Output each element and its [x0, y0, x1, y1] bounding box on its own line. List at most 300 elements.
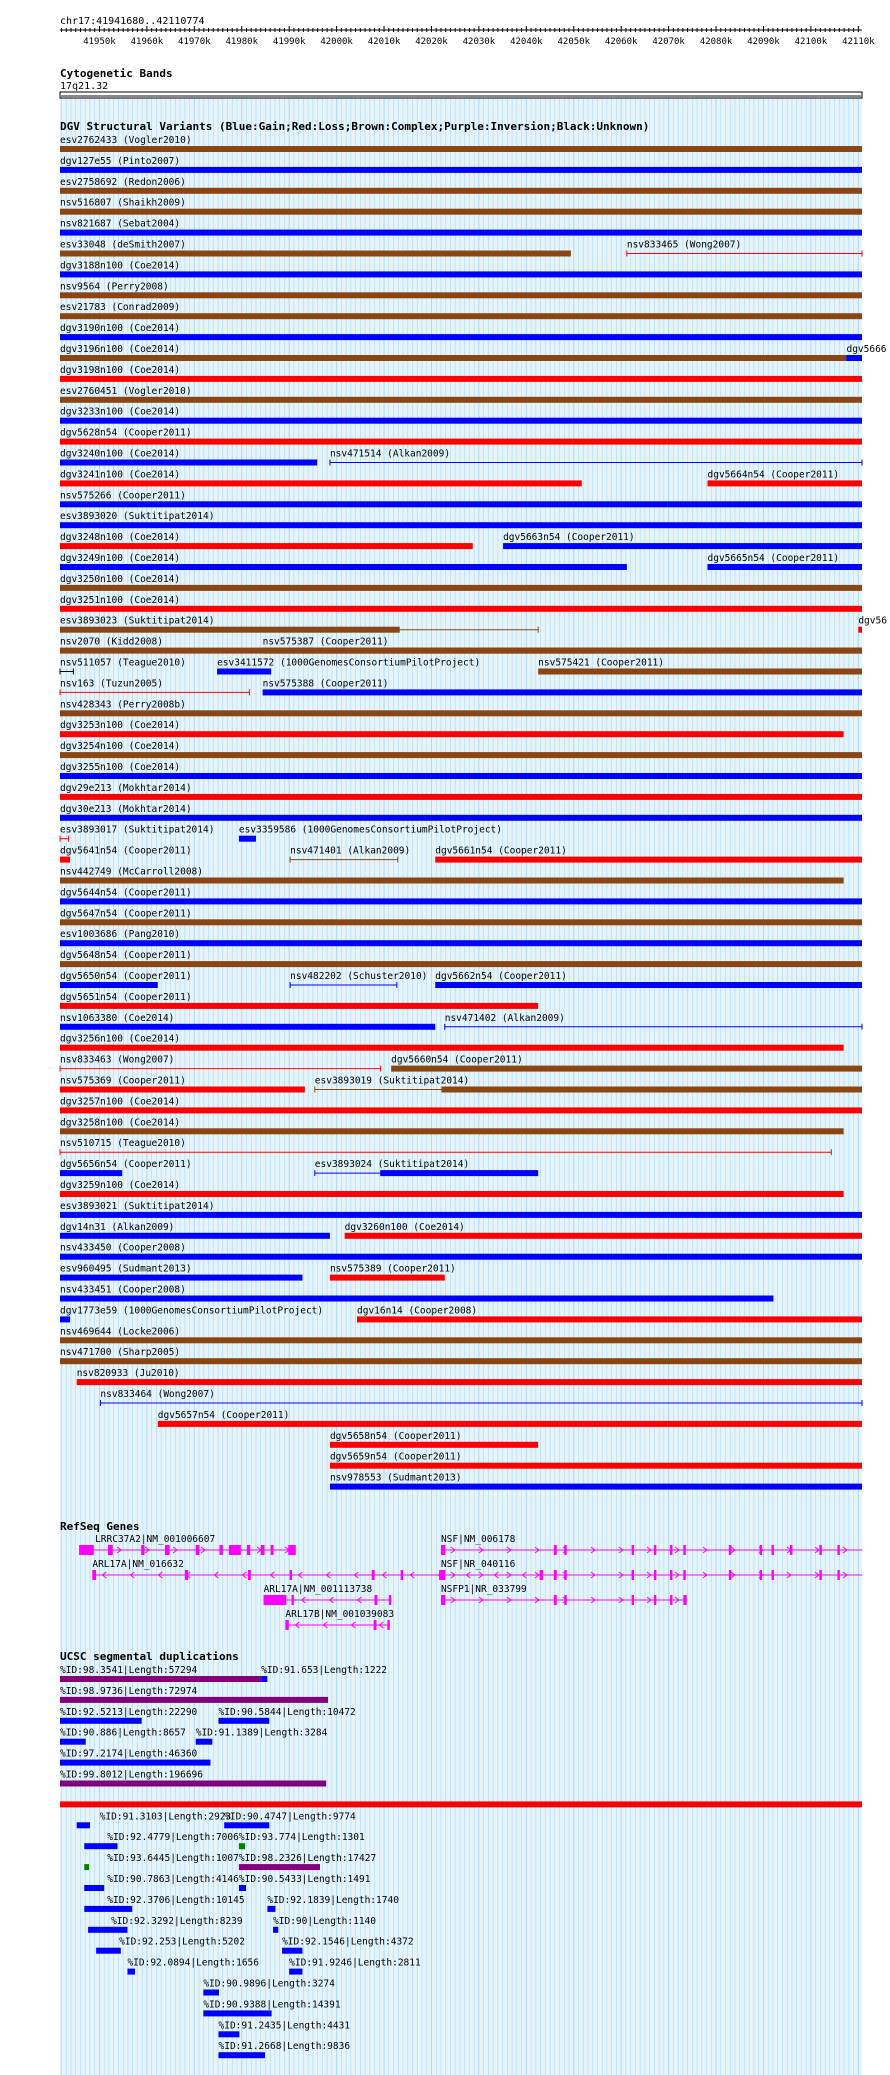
- refseq-exon: [79, 1545, 94, 1555]
- segdup-bar[interactable]: [203, 1990, 219, 1996]
- dgv-variant-bar[interactable]: [60, 460, 317, 466]
- dgv-variant[interactable]: [708, 553, 862, 570]
- dgv-variant-label: nsv575421 (Cooper2011): [538, 657, 665, 669]
- ruler-tick-label: 42050k: [557, 37, 591, 47]
- dgv-variant-bar[interactable]: [60, 940, 862, 946]
- segdup-label: %ID:92.4779|Length:7006: [107, 1832, 239, 1844]
- segdup-track-title: UCSC segmental duplications: [60, 1650, 239, 1663]
- refseq-exon: [683, 1595, 686, 1605]
- dgv-variant-bar[interactable]: [60, 1003, 538, 1009]
- refseq-exon: [632, 1570, 634, 1580]
- dgv-variant-label: nsv482202 (Schuster2010): [290, 971, 428, 982]
- dgv-variant-bar[interactable]: [330, 1484, 862, 1490]
- segdup-label: %ID:91.653|Length:1222: [261, 1665, 388, 1676]
- segdup-label: %ID:90.5844|Length:10472: [218, 1706, 356, 1718]
- dgv-variant-bar[interactable]: [60, 919, 862, 925]
- dgv-variant-bar[interactable]: [60, 585, 862, 591]
- segdup-label: %ID:90.886|Length:8657: [60, 1727, 186, 1739]
- refseq-exon: [564, 1595, 566, 1605]
- refseq-exon: [196, 1545, 200, 1555]
- refseq-exon: [837, 1570, 839, 1580]
- dgv-variant-label: dgv1773e59 (1000GenomesConsortiumPilotProject): [60, 1305, 324, 1317]
- segdup-bar[interactable]: [203, 2010, 271, 2016]
- dgv-variant-bar[interactable]: [60, 1212, 862, 1218]
- dgv-variant-label: nsv428343 (Perry2008b): [60, 699, 186, 711]
- refseq-exon: [261, 1545, 265, 1555]
- segdup-label: %ID:98.2326|Length:17427: [238, 1853, 377, 1865]
- dgv-variant-bar[interactable]: [60, 1107, 862, 1113]
- refseq-gene-label: NSF|NM_006178: [440, 1534, 516, 1545]
- segdup-bar[interactable]: [239, 1885, 246, 1891]
- dgv-variant-label: nsv511057 (Teague2010): [60, 657, 186, 669]
- dgv-variant-label: nsv433450 (Cooper2008): [60, 1242, 186, 1254]
- dgv-variant-bar[interactable]: [60, 209, 862, 215]
- dgv-variant-bar[interactable]: [60, 439, 862, 445]
- dgv-variant[interactable]: [330, 1264, 456, 1281]
- dgv-variant-bar[interactable]: [708, 564, 862, 570]
- dgv-variant-bar[interactable]: [60, 857, 70, 863]
- dgv-variant-label: dgv3241n100 (Coe2014): [60, 469, 181, 481]
- ruler-tick-label: 42060k: [604, 37, 638, 47]
- ruler-tick-label: 41970k: [178, 37, 211, 47]
- segdup-label: %ID:90.5433|Length:1491: [238, 1874, 371, 1885]
- dgv-variant-bar[interactable]: [60, 606, 862, 612]
- refseq-exon: [389, 1595, 391, 1605]
- segdup-bar[interactable]: [60, 1801, 862, 1807]
- segdup-label: %ID:91.9246|Length:2811: [289, 1957, 421, 1969]
- dgv-variant-bar[interactable]: [60, 397, 862, 403]
- dgv-variant-bar[interactable]: [345, 1233, 862, 1239]
- segdup-bar[interactable]: [282, 1948, 302, 1954]
- dgv-variant-label: dgv29e213 (Mokhtar2014): [60, 782, 192, 794]
- dgv-variant-label: dgv3259n100 (Coe2014): [60, 1180, 181, 1191]
- dgv-variant-label: nsv1063380 (Coe2014): [60, 1012, 175, 1024]
- dgv-variant-label: dgv3256n100 (Coe2014): [60, 1033, 181, 1045]
- dgv-variant-bar[interactable]: [503, 543, 862, 549]
- segdup-label: %ID:98.3541|Length:57294: [60, 1665, 198, 1676]
- dgv-variant-bar[interactable]: [442, 1087, 862, 1093]
- ruler-tick-label: 41950k: [83, 37, 116, 47]
- ruler-tick-label: 42030k: [462, 37, 496, 47]
- dgv-variant-bar[interactable]: [60, 1275, 302, 1281]
- dgv-variant-bar[interactable]: [60, 773, 862, 779]
- dgv-variant-label: nsv833464 (Wong2007): [100, 1389, 215, 1400]
- dgv-variant-label: esv3359586 (1000GenomesConsortiumPilotProject): [238, 824, 503, 836]
- dgv-variant-bar[interactable]: [60, 1128, 844, 1134]
- dgv-variant-bar[interactable]: [60, 815, 862, 821]
- dgv-variant-bar[interactable]: [708, 480, 862, 486]
- dgv-variant-bar[interactable]: [60, 355, 846, 361]
- dgv-variant-bar[interactable]: [60, 1045, 844, 1051]
- refseq-gene-label: ARL17A|NM_001113738: [263, 1584, 373, 1595]
- dgv-variant-bar[interactable]: [60, 1337, 862, 1343]
- segdup-bar[interactable]: [77, 1822, 90, 1828]
- dgv-variant-label: dgv5656n54 (Cooper2011): [60, 1159, 192, 1171]
- segdup-feature[interactable]: [60, 1749, 210, 1766]
- dgv-variant-bar[interactable]: [60, 480, 582, 486]
- dgv-variant-bar[interactable]: [158, 1421, 862, 1427]
- refseq-exon: [441, 1595, 445, 1605]
- dgv-variant-bar[interactable]: [60, 522, 862, 528]
- refseq-exon: [729, 1570, 731, 1580]
- segdup-label: %ID:99.8012|Length:196696: [60, 1769, 203, 1781]
- segdup-label: %ID:92.0894|Length:1656: [127, 1957, 260, 1969]
- dgv-variant-label: dgv5666: [846, 344, 887, 355]
- segdup-bar[interactable]: [261, 1676, 267, 1682]
- dgv-variant-label: dgv56: [858, 615, 887, 627]
- dgv-variant[interactable]: [708, 469, 862, 486]
- dgv-variant-bar[interactable]: [330, 1463, 862, 1469]
- segdup-label: %ID:92.5213|Length:22290: [60, 1706, 198, 1718]
- segdup-bar[interactable]: [84, 1906, 132, 1912]
- refseq-exon: [108, 1545, 113, 1555]
- segdup-label: %ID:92.3706|Length:10145: [107, 1894, 245, 1906]
- segdup-label: %ID:98.9736|Length:72974: [60, 1685, 198, 1697]
- dgv-variant-label: esv1003686 (Pang2010): [60, 929, 181, 941]
- dgv-variant-label: esv2762433 (Vogler2010): [60, 135, 192, 146]
- dgv-variant-label: nsv821687 (Sebat2004): [60, 218, 181, 230]
- dgv-variant-label: dgv5661n54 (Cooper2011): [435, 845, 567, 857]
- dgv-variant-label: esv3893023 (Suktitipat2014): [60, 615, 215, 627]
- dgv-variant-label: esv3893020 (Suktitipat2014): [60, 511, 215, 523]
- dgv-variant-label: dgv3250n100 (Coe2014): [60, 573, 181, 585]
- refseq-exon: [760, 1545, 762, 1555]
- segdup-bar[interactable]: [219, 2031, 240, 2037]
- segdup-bar[interactable]: [224, 1822, 269, 1828]
- refseq-exon: [790, 1545, 792, 1555]
- segdup-bar[interactable]: [84, 1864, 89, 1870]
- dgv-variant-label: dgv16n14 (Cooper2008): [357, 1305, 478, 1317]
- dgv-variant-bar[interactable]: [60, 794, 862, 800]
- dgv-variant-label: dgv5644n54 (Cooper2011): [60, 887, 192, 899]
- dgv-variant-label: nsv833465 (Wong2007): [626, 239, 742, 251]
- refseq-exon: [654, 1545, 656, 1555]
- refseq-exon: [141, 1545, 144, 1555]
- refseq-gene-label: LRRC37A2|NM_001006607: [95, 1534, 216, 1545]
- dgv-variant-bar[interactable]: [435, 857, 862, 863]
- dgv-variant-bar[interactable]: [60, 1358, 862, 1364]
- dgv-variant-bar[interactable]: [60, 1233, 330, 1239]
- dgv-variant-label: nsv163 (Tuzun2005): [60, 678, 163, 690]
- dgv-variant[interactable]: [290, 846, 410, 863]
- segdup-bar[interactable]: [289, 1969, 302, 1975]
- refseq-track-title: RefSeq Genes: [60, 1520, 140, 1533]
- segdup-bar[interactable]: [84, 1843, 117, 1849]
- dgv-variant-bar[interactable]: [60, 1170, 122, 1176]
- dgv-variant-label: dgv5657n54 (Cooper2011): [157, 1409, 290, 1421]
- refseq-exon: [670, 1595, 672, 1605]
- dgv-variant-label: dgv3233n100 (Coe2014): [60, 406, 181, 418]
- dgv-variant-label: dgv30e213 (Mokhtar2014): [60, 803, 192, 815]
- ruler-tick-label: 41960k: [130, 37, 164, 47]
- dgv-variant-label: dgv5650n54 (Cooper2011): [60, 971, 192, 982]
- dgv-variant-label: dgv5665n54 (Cooper2011): [707, 553, 840, 564]
- segdup-bar[interactable]: [60, 1697, 328, 1703]
- segdup-bar[interactable]: [88, 1927, 127, 1933]
- dgv-variant-label: nsv471514 (Alkan2009): [329, 448, 451, 460]
- dgv-variant-label: esv3893019 (Suktitipat2014): [314, 1075, 470, 1087]
- dgv-variant-bar[interactable]: [60, 313, 862, 319]
- dgv-variant-label: nsv575387 (Cooper2011): [262, 636, 389, 648]
- segdup-bar[interactable]: [96, 1948, 121, 1954]
- dgv-variant-bar[interactable]: [60, 543, 473, 549]
- dgv-variant-label: dgv5660n54 (Cooper2011): [391, 1054, 523, 1066]
- refseq-exon: [247, 1545, 250, 1555]
- refseq-gene-label: ARL17A|NM_016632: [92, 1559, 184, 1570]
- dgv-variant-bar[interactable]: [60, 1254, 862, 1260]
- refseq-exon: [290, 1570, 292, 1580]
- refseq-exon: [554, 1570, 557, 1580]
- dgv-variant-label: dgv3254n100 (Coe2014): [60, 741, 181, 753]
- dgv-variant-bar[interactable]: [391, 1066, 862, 1072]
- refseq-exon: [683, 1570, 685, 1580]
- dgv-variant-bar[interactable]: [60, 1296, 773, 1302]
- ruler-tick-label: 42110k: [842, 37, 875, 47]
- segdup-bar[interactable]: [60, 1718, 142, 1724]
- dgv-variant-label: nsv978553 (Sudmant2013): [329, 1472, 462, 1484]
- dgv-variant-label: dgv5663n54 (Cooper2011): [503, 532, 635, 544]
- dgv-variant-bar[interactable]: [239, 836, 256, 842]
- segdup-label: %ID:90.9896|Length:3274: [203, 1978, 335, 1990]
- segdup-bar[interactable]: [239, 1864, 320, 1870]
- refseq-exon: [632, 1595, 634, 1605]
- segdup-bar[interactable]: [219, 1718, 270, 1724]
- dgv-variant-label: dgv3257n100 (Coe2014): [60, 1096, 181, 1108]
- dgv-variant-bar[interactable]: [60, 167, 862, 173]
- dgv-variant-bar[interactable]: [60, 1191, 844, 1197]
- dgv-variant-bar[interactable]: [60, 1316, 70, 1322]
- dgv-variant-label: nsv471700 (Sharp2005): [60, 1347, 181, 1359]
- refseq-exon: [441, 1570, 445, 1580]
- dgv-variant-label: dgv3196n100 (Coe2014): [60, 344, 181, 355]
- refseq-exon: [285, 1620, 288, 1630]
- refseq-exon: [564, 1570, 566, 1580]
- dgv-variant-label: nsv2070 (Kidd2008): [60, 636, 163, 648]
- dgv-variant-label: dgv5659n54 (Cooper2011): [329, 1451, 462, 1463]
- dgv-variant-bar[interactable]: [60, 1024, 435, 1030]
- cytoband-label: 17q21.32: [60, 81, 109, 92]
- refseq-exon: [185, 1570, 188, 1580]
- segdup-bar[interactable]: [239, 1843, 245, 1849]
- dgv-variant-bar[interactable]: [538, 669, 862, 675]
- dgv-variant-bar[interactable]: [60, 1087, 305, 1093]
- refseq-exon: [819, 1545, 821, 1555]
- segdup-label: %ID:90.7863|Length:4146: [107, 1874, 239, 1885]
- refseq-exon: [375, 1595, 378, 1605]
- segdup-bar[interactable]: [84, 1885, 104, 1891]
- segdup-bar[interactable]: [219, 2052, 265, 2058]
- dgv-variant-bar[interactable]: [60, 878, 844, 884]
- dgv-variant-bar[interactable]: [846, 355, 862, 361]
- ruler-tick-label: 42000k: [320, 37, 353, 47]
- dgv-variant-label: esv33048 (deSmith2007): [60, 239, 186, 251]
- dgv-variant-label: nsv471401 (Alkan2009): [290, 845, 411, 857]
- dgv-variant-label: nsv469644 (Locke2006): [60, 1326, 181, 1338]
- dgv-variant-bar[interactable]: [60, 627, 399, 633]
- dgv-variant-label: nsv9564 (Perry2008): [60, 281, 169, 293]
- dgv-variant-label: dgv5647n54 (Cooper2011): [60, 908, 192, 920]
- segdup-bar[interactable]: [60, 1760, 210, 1766]
- dgv-variant-bar[interactable]: [77, 1379, 862, 1385]
- segdup-label: %ID:91.3103|Length:2923: [99, 1811, 232, 1823]
- segdup-bar[interactable]: [60, 1739, 86, 1745]
- segdup-label: %ID:91.2668|Length:9836: [218, 2041, 351, 2053]
- dgv-variant-bar[interactable]: [60, 710, 862, 716]
- refseq-exon: [760, 1570, 762, 1580]
- segdup-label: %ID:90.9388|Length:14391: [203, 1999, 341, 2011]
- refseq-exon: [441, 1545, 445, 1555]
- refseq-exon: [401, 1570, 403, 1580]
- dgv-variant-bar[interactable]: [357, 1316, 862, 1322]
- dgv-variant-label: nsv575369 (Cooper2011): [60, 1075, 186, 1087]
- dgv-variant-label: nsv442749 (McCarroll2008): [60, 866, 203, 878]
- dgv-variant-label: esv3893017 (Suktitipat2014): [60, 824, 215, 836]
- segdup-label: %ID:92.253|Length:5202: [119, 1936, 245, 1948]
- coordinate-ruler: [60, 16, 875, 47]
- dgv-variant-label: dgv5641n54 (Cooper2011): [60, 845, 192, 857]
- refseq-gene-label: NSFP1|NR_033799: [440, 1584, 527, 1595]
- dgv-variant-label: nsv516807 (Shaikh2009): [60, 197, 186, 209]
- refseq-exon: [219, 1545, 222, 1555]
- dgv-variant-label: dgv5648n54 (Cooper2011): [60, 950, 192, 962]
- segdup-label: %ID:92.1546|Length:4372: [282, 1936, 414, 1948]
- dgv-variant-label: nsv471402 (Alkan2009): [444, 1012, 565, 1024]
- refseq-exon: [288, 1545, 296, 1555]
- ruler-tick-label: 42080k: [699, 37, 733, 47]
- segdup-bar[interactable]: [127, 1969, 135, 1975]
- dgv-variant[interactable]: [442, 1087, 862, 1093]
- cytoband-track[interactable]: [60, 67, 862, 98]
- refseq-exon: [554, 1545, 557, 1555]
- dgv-variant-bar[interactable]: [60, 334, 862, 340]
- dgv-variant-label: dgv14n31 (Alkan2009): [60, 1221, 175, 1233]
- dgv-variant-label: nsv820933 (Ju2010): [76, 1368, 180, 1380]
- dgv-variant-label: nsv510715 (Teague2010): [60, 1138, 186, 1150]
- dgv-variant[interactable]: [858, 616, 887, 633]
- segdup-label: %ID:93.6445|Length:1007: [107, 1853, 239, 1865]
- refseq-exon: [165, 1545, 170, 1555]
- segdup-bar[interactable]: [60, 1676, 261, 1682]
- dgv-variant[interactable]: [846, 344, 886, 361]
- dgv-variant[interactable]: [381, 1170, 538, 1176]
- dgv-variant-bar[interactable]: [60, 982, 158, 988]
- ruler-tick-label: 41990k: [272, 37, 306, 47]
- segdup-bar[interactable]: [267, 1906, 275, 1912]
- refseq-exon: [372, 1570, 375, 1580]
- dgv-variant-bar[interactable]: [60, 501, 862, 507]
- refseq-exon: [819, 1570, 821, 1580]
- refseq-exon: [564, 1545, 566, 1555]
- dgv-variant-bar[interactable]: [60, 564, 627, 570]
- refseq-exon: [264, 1595, 287, 1605]
- dgv-variant-label: dgv3249n100 (Coe2014): [60, 553, 181, 564]
- dgv-variant-label: nsv833463 (Wong2007): [60, 1054, 175, 1066]
- dgv-variant-label: dgv5662n54 (Cooper2011): [435, 971, 567, 982]
- dgv-variant-bar[interactable]: [60, 376, 862, 382]
- dgv-variant-label: esv3411572 (1000GenomesConsortiumPilotProject): [217, 657, 481, 669]
- dgv-variant-bar[interactable]: [60, 961, 862, 967]
- dgv-variant-label: dgv3240n100 (Coe2014): [60, 448, 181, 460]
- locus-label: chr17:41941680..42110774: [60, 16, 205, 27]
- dgv-variant-bar[interactable]: [263, 689, 862, 695]
- dgv-variant-bar[interactable]: [60, 752, 862, 758]
- dgv-variant-bar[interactable]: [330, 1442, 538, 1448]
- dgv-variant-bar[interactable]: [60, 230, 862, 236]
- dgv-variant-bar[interactable]: [263, 648, 862, 654]
- dgv-variant-label: dgv3255n100 (Coe2014): [60, 762, 181, 773]
- dgv-variant-bar[interactable]: [60, 292, 862, 298]
- segdup-label: %ID:92.3292|Length:8239: [111, 1915, 243, 1927]
- dgv-variant-label: dgv3188n100 (Coe2014): [60, 260, 181, 272]
- dgv-variant-bar[interactable]: [435, 982, 862, 988]
- dgv-variant-bar[interactable]: [217, 669, 271, 675]
- dgv-variant-label: dgv127e55 (Pinto2007): [60, 155, 181, 167]
- dgv-variant-label: nsv433451 (Cooper2008): [60, 1284, 186, 1296]
- refseq-exon: [772, 1545, 774, 1555]
- dgv-variant-label: dgv5628n54 (Cooper2011): [60, 427, 192, 439]
- dgv-variant-bar[interactable]: [60, 731, 844, 737]
- dgv-variant-bar[interactable]: [381, 1170, 538, 1176]
- dgv-variant-label: esv960495 (Sudmant2013): [60, 1263, 192, 1275]
- segdup-label: %ID:90|Length:1140: [273, 1915, 377, 1927]
- segdup-bar[interactable]: [60, 1781, 326, 1787]
- dgv-variant-label: dgv5664n54 (Cooper2011): [707, 469, 840, 481]
- refseq-exon: [772, 1570, 774, 1580]
- ruler-tick-label: 41980k: [225, 37, 259, 47]
- dgv-variant-label: dgv3190n100 (Coe2014): [60, 323, 181, 335]
- refseq-exon: [654, 1595, 656, 1605]
- ruler-tick-label: 42020k: [415, 37, 448, 47]
- dgv-variant-bar[interactable]: [60, 251, 571, 257]
- dgv-variant-label: dgv3253n100 (Coe2014): [60, 720, 181, 732]
- refseq-exon: [670, 1570, 672, 1580]
- segdup-label: %ID:91.1389|Length:3284: [195, 1727, 328, 1739]
- ruler-tick-label: 42090k: [747, 37, 780, 47]
- dgv-variant-bar[interactable]: [60, 898, 862, 904]
- dgv-variant-bar[interactable]: [60, 418, 862, 424]
- dgv-variant-bar[interactable]: [330, 1275, 445, 1281]
- dgv-variant-bar[interactable]: [60, 271, 862, 277]
- dgv-variant-label: esv2758692 (Redon2006): [60, 176, 186, 188]
- dgv-variant-bar[interactable]: [858, 627, 862, 633]
- refseq-exon: [387, 1620, 389, 1630]
- ruler-tick-label: 42010k: [367, 37, 401, 47]
- dgv-variant-label: esv21783 (Conrad2009): [60, 302, 181, 314]
- dgv-variant-label: dgv3251n100 (Coe2014): [60, 594, 181, 606]
- dgv-variant-label: dgv3198n100 (Coe2014): [60, 364, 181, 376]
- dgv-variant-bar[interactable]: [60, 188, 862, 194]
- dgv-track-title: DGV Structural Variants (Blue:Gain;Red:Loss;Brown:Complex;Purple:Inversion;Black:Unknown): [60, 120, 650, 133]
- segdup-feature[interactable]: [60, 1801, 862, 1807]
- segdup-label: %ID:91.2435|Length:4431: [218, 2020, 351, 2032]
- dgv-variant-label: dgv5651n54 (Cooper2011): [60, 991, 192, 1003]
- segdup-bar[interactable]: [196, 1739, 213, 1745]
- dgv-variant-label: esv2760451 (Vogler2010): [60, 385, 192, 397]
- segdup-label: %ID:97.2174|Length:46360: [60, 1748, 198, 1760]
- segdup-label: %ID:90.4747|Length:9774: [224, 1811, 356, 1823]
- refseq-exon: [654, 1570, 656, 1580]
- refseq-gene-label: NSF|NR_040116: [440, 1559, 516, 1570]
- segdup-bar[interactable]: [273, 1927, 278, 1933]
- dgv-variant-bar[interactable]: [60, 146, 862, 152]
- refseq-exon: [632, 1545, 634, 1555]
- refseq-exon: [92, 1570, 96, 1580]
- dgv-variant-label: dgv3248n100 (Coe2014): [60, 532, 181, 544]
- dgv-variant-label: dgv3258n100 (Coe2014): [60, 1117, 181, 1129]
- refseq-exon: [229, 1545, 241, 1555]
- dgv-variant-label: esv3893024 (Suktitipat2014): [314, 1159, 470, 1171]
- refseq-exon: [374, 1620, 377, 1630]
